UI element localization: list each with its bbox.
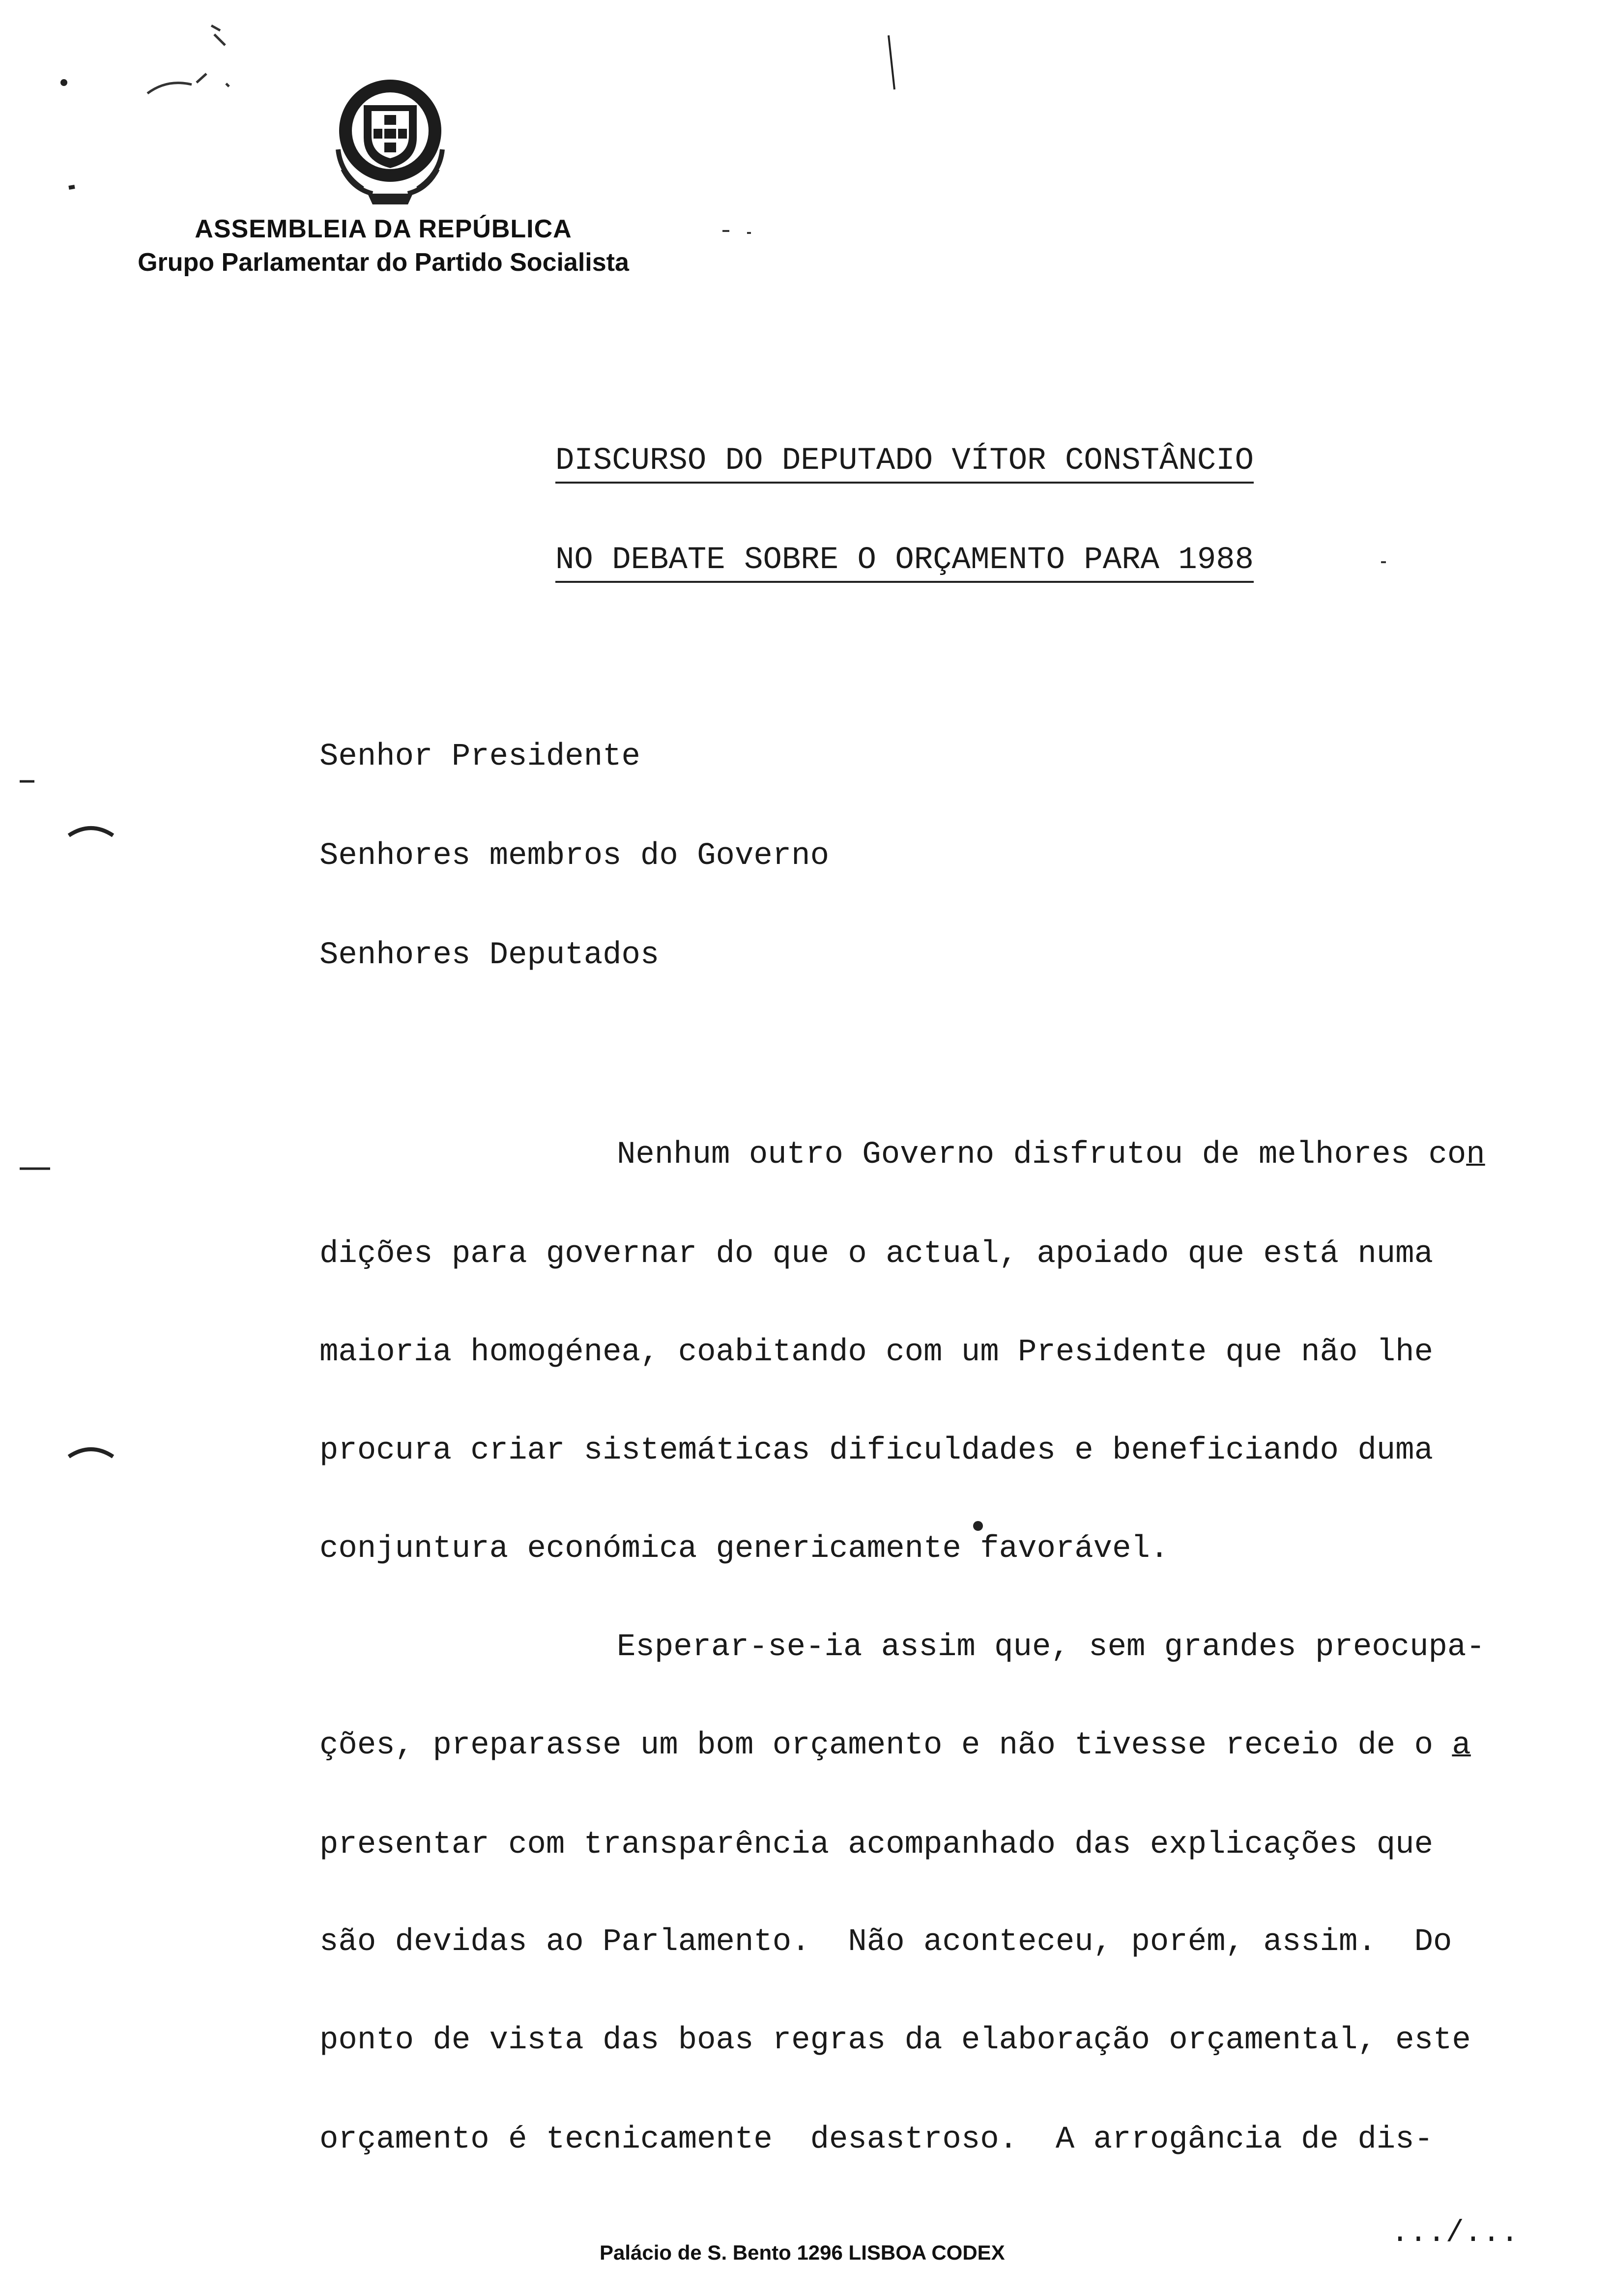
paragraph-2-line-3: presentar com transparência acompanhado das explicações que <box>319 1827 1433 1863</box>
paragraph-1-line-1 <box>617 1135 1485 1175</box>
salutation-1: Senhor Presidente <box>319 739 640 775</box>
paragraph-1-line-2: dições para governar do que o actual, apoiado que está numa <box>319 1236 1433 1272</box>
paragraph-1-line-1-underlined: n <box>1466 1137 1485 1173</box>
paragraph-1-line-5: conjuntura económica genericamente favorável. <box>319 1531 1169 1567</box>
paragraph-2-line-6: orçamento é tecnicamente desastroso. A arrogância de dis- <box>319 2122 1433 2157</box>
paragraph-2-line-2 <box>319 1726 1528 1765</box>
continuation-marker: .../... <box>1391 2215 1519 2250</box>
footer-address: Palácio de S. Bento 1296 LISBOA CODEX <box>600 2241 1005 2264</box>
speech-title-line-1: DISCURSO DO DEPUTADO VÍTOR CONSTÂNCIO <box>555 440 1254 484</box>
paragraph-2-line-2-underlined: a <box>1452 1728 1471 1763</box>
paragraph-1-line-3: maioria homogénea, coabitando com um Presidente que não lhe <box>319 1335 1433 1370</box>
coat-of-arms-seal <box>328 76 452 208</box>
speech-title-line-2: NO DEBATE SOBRE O ORÇAMENTO PARA 1988 <box>555 540 1254 583</box>
paragraph-1-line-4: procura criar sistemáticas dificuldades e beneficiando duma <box>319 1433 1433 1468</box>
salutation-3: Senhores Deputados <box>319 938 660 973</box>
parliamentary-group: Grupo Parlamentar do Partido Socialista <box>138 248 629 277</box>
paragraph-1-line-1-text: Nenhum outro Governo disfrutou de melhores co <box>617 1137 1467 1173</box>
salutation-2: Senhores membros do Governo <box>319 838 829 874</box>
paragraph-2-line-5: ponto de vista das boas regras da elaboração orçamental, este <box>319 2023 1471 2058</box>
paragraph-2-line-2-text: ções, preparasse um bom orçamento e não tivesse receio de o <box>319 1728 1452 1763</box>
paragraph-2-line-4: são devidas ao Parlamento. Não aconteceu, porém, assim. Do <box>319 1924 1452 1960</box>
institution-name: ASSEMBLEIA DA REPÚBLICA <box>195 215 572 243</box>
paragraph-2-line-1: Esperar-se-ia assim que, sem grandes preocupa- <box>617 1630 1485 1665</box>
